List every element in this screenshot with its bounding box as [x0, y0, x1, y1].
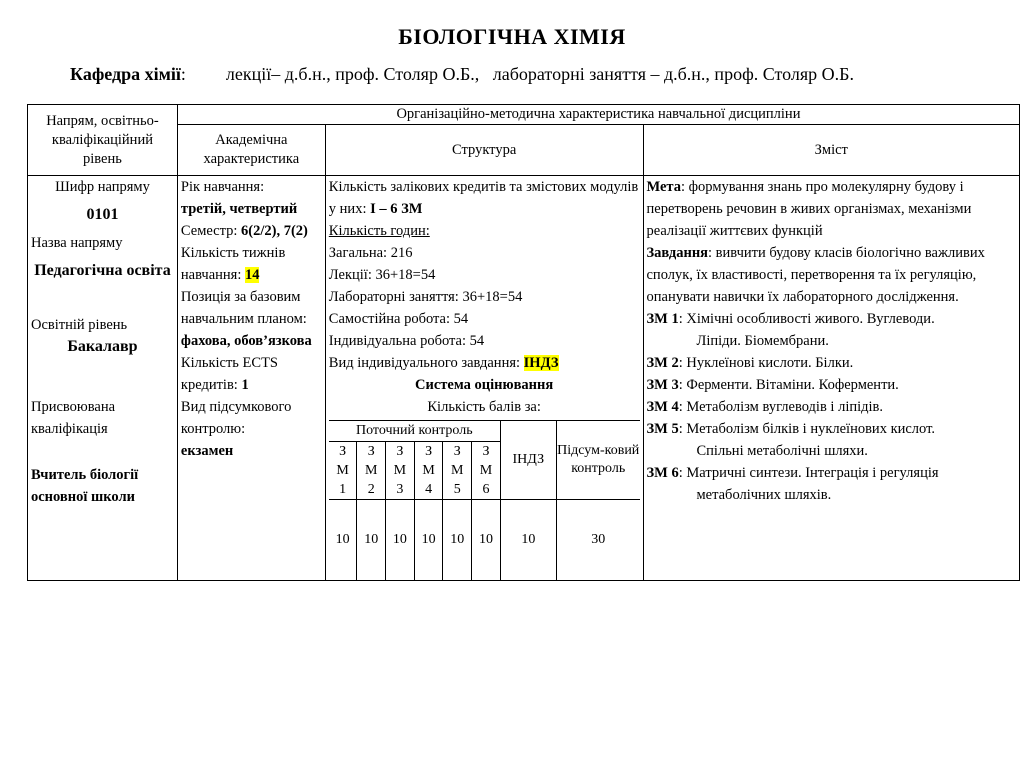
ects: Кількість ECTS кредитів: 1	[180, 355, 278, 393]
score-module-2: 10	[357, 500, 386, 581]
page-title: БІОЛОГІЧНА ХІМІЯ	[398, 24, 626, 49]
task-type-value: ІНДЗ	[523, 355, 559, 371]
header-structure: Структура	[325, 125, 643, 176]
department-label: Кафедра хімії	[70, 64, 181, 84]
module-6-cont: метаболічних шляхів.	[696, 487, 832, 503]
header-academic: Академічна характеристика	[177, 125, 325, 176]
tasks-label: Завдання	[646, 245, 709, 261]
header-content: Зміст	[643, 125, 1020, 176]
qualification-label: Присвоювана кваліфікація	[31, 399, 116, 437]
position-label: Позиція за базовим навчальним планом:	[180, 289, 307, 327]
module-5: ЗМ 5: Метаболізм білків і нуклеїнових кислот.	[646, 421, 935, 437]
code-value: 0101	[86, 206, 119, 223]
weeks-value: 14	[244, 267, 260, 283]
department-labs: лабораторні заняття – д.б.н., проф. Столяр О.Б.	[492, 64, 854, 84]
academic-cell	[177, 176, 325, 581]
position-value: фахова, обов’язкова	[180, 333, 312, 349]
year-label: Рік навчання:	[180, 179, 265, 195]
department-line: Кафедра хімії: лекції– д.б.н., проф. Столяр О.Б., лабораторні заняття – д.б.н., проф. Столяр О.Б.	[70, 64, 854, 84]
module-2: ЗМ 2: Нуклеїнові кислоти. Білки.	[646, 355, 854, 371]
points-label: Кількість балів за:	[427, 399, 541, 415]
module-header-1: З М 1	[329, 442, 357, 500]
module-4: ЗМ 4: Метаболізм вуглеводів і ліпідів.	[646, 399, 884, 415]
direction-cell	[28, 176, 178, 581]
final-control-header: Підсум-ковий контроль	[556, 421, 639, 500]
semester: Семестр: 6(2/2), 7(2)	[180, 223, 308, 239]
module-header-6: З М 6	[472, 442, 501, 500]
tasks	[647, 242, 1017, 308]
name-value: Педагогічна освіта	[34, 262, 171, 279]
content-cell	[643, 176, 1020, 581]
course-table	[27, 104, 1020, 581]
module-1-cont: Ліпіди. Біомембрани.	[696, 333, 829, 349]
module-header-4: З М 4	[414, 442, 443, 500]
current-control-header: Поточний контроль	[329, 421, 501, 442]
credits: Кількість залікових кредитів та змістових модулів у них: I – 6 ЗМ	[328, 179, 639, 217]
module-6: ЗМ 6: Матричні синтези. Інтеграція і регуляція	[646, 465, 939, 481]
weeks: Кількість тижнів навчання: 14	[180, 245, 286, 283]
hours-total: Загальна: 216	[328, 245, 413, 261]
score-module-5: 10	[443, 500, 472, 581]
hours-self: Самостійна робота: 54	[328, 311, 469, 327]
credits-value: I – 6 ЗМ	[370, 201, 423, 217]
score-indz: 10	[500, 500, 556, 581]
year-value: третій, четвертий	[180, 201, 298, 217]
task-type: Вид індивідуального завдання: ІНДЗ	[328, 355, 559, 371]
score-module-3: 10	[386, 500, 415, 581]
structure-cell	[325, 176, 643, 581]
grading-title: Система оцінювання	[415, 377, 554, 393]
score-module-4: 10	[414, 500, 443, 581]
name-label: Назва напряму	[31, 235, 123, 251]
hours-lectures: Лекції: 36+18=54	[328, 267, 436, 283]
indz-header: ІНДЗ	[500, 421, 556, 500]
qualification-value: Вчитель біології основної школи	[31, 467, 139, 505]
hours-label: Кількість годин:	[328, 223, 430, 239]
module-header-5: З М 5	[443, 442, 472, 500]
hours-individual: Індивідуальна робота: 54	[328, 333, 485, 349]
department-lectures: лекції– д.б.н., проф. Столяр О.Б.,	[225, 64, 480, 84]
hours-labs: Лабораторні заняття: 36+18=54	[328, 289, 523, 305]
level-label: Освітній рівень	[31, 317, 128, 333]
tasks-text: : вивчити будову класів біологічно важливих сполук, їх властивості, перетворення та їх регуляцію, опанувати навички їх лабораторного дослідження.	[646, 245, 985, 305]
level-value: Бакалавр	[67, 338, 138, 355]
grading-table	[329, 420, 640, 580]
module-header-3: З М 3	[386, 442, 415, 500]
header-org: Організаційно-методична характеристика навчальної дисципліни	[177, 105, 1019, 125]
goal-label: Мета	[646, 179, 681, 195]
goal	[647, 176, 1017, 242]
score-module-6: 10	[472, 500, 501, 581]
module-3: ЗМ 3: Ферменти. Вітаміни. Коферменти.	[646, 377, 899, 393]
semester-value: 6(2/2), 7(2)	[241, 223, 308, 239]
ects-value: 1	[241, 377, 249, 393]
code-label: Шифр напряму	[55, 179, 150, 195]
module-5-cont: Спільні метаболічні шляхи.	[696, 443, 868, 459]
score-final: 30	[556, 500, 639, 581]
module-header-2: З М 2	[357, 442, 386, 500]
control-label: Вид підсумкового контролю:	[180, 399, 292, 437]
header-direction: Напрям, освітньо-кваліфікаційний рівень	[28, 105, 178, 176]
goal-text: : формування знань про молекулярну будову і перетворень речовин в живих організмах, механізми реалізації життєвих функцій	[646, 179, 972, 239]
module-1: ЗМ 1: Хімічні особливості живого. Вуглеводи.	[646, 311, 935, 327]
control-value: екзамен	[180, 443, 234, 459]
score-module-1: 10	[329, 500, 357, 581]
